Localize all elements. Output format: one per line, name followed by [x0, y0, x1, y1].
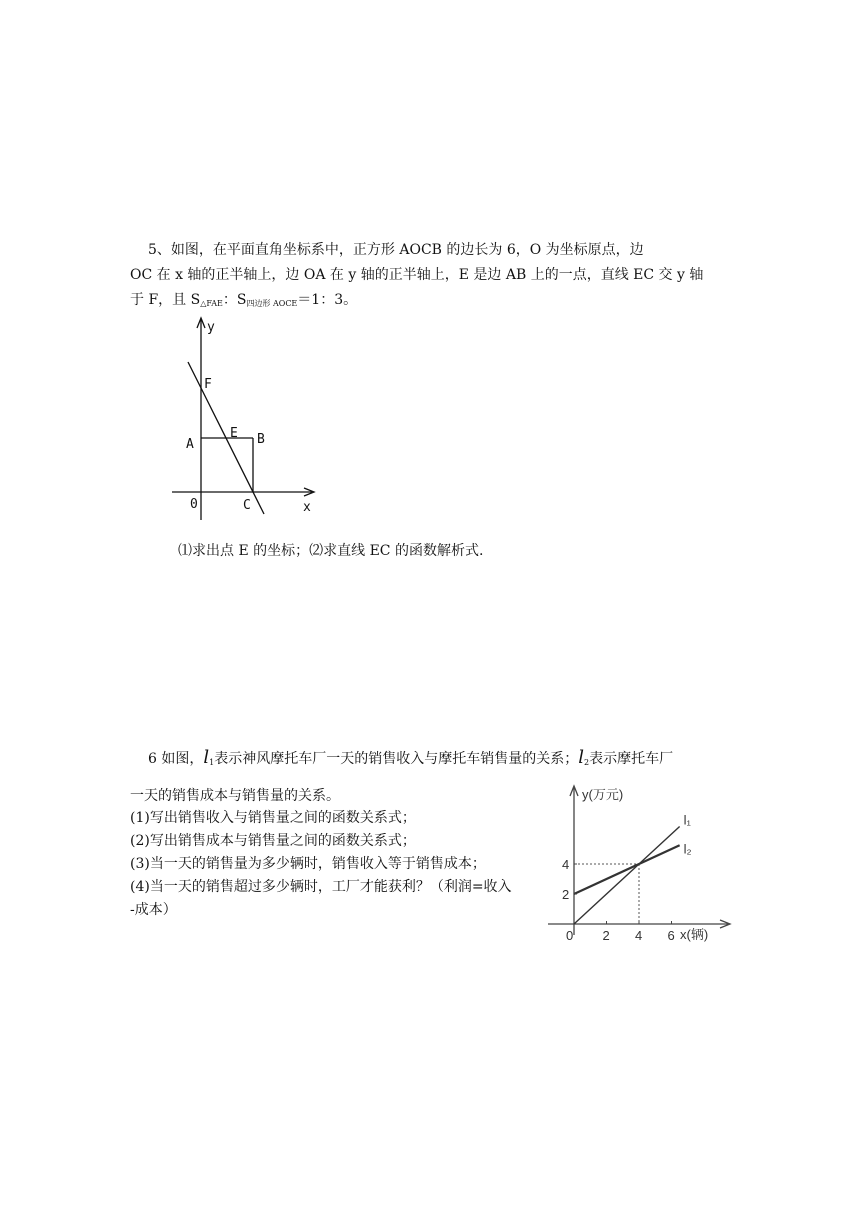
q5-label-origin: 0	[190, 497, 198, 512]
q5-line1: 5、如图，在平面直角坐标系中，正方形 AOCB 的边长为 6，O 为坐标原点，边	[148, 242, 644, 258]
q5-label-x: x	[303, 500, 311, 515]
q5-line3-post: ＝1：3。	[297, 292, 358, 308]
q6-line2: 一天的销售成本与销售量的关系。	[130, 788, 340, 804]
q6-line1	[148, 748, 673, 773]
q5-label-e: E	[230, 426, 238, 441]
q5-line3-pre: 于 F，且 S	[130, 292, 201, 308]
q5-questions: ⑴求出点 E 的坐标；⑵求直线 EC 的函数解析式.	[178, 543, 484, 559]
q6-line1-mid: 表示神风摩托车厂一天的销售收入与摩托车销售量的关系；	[214, 751, 579, 767]
q5-label-b: B	[257, 432, 265, 447]
q6-item2: (2)写出销售成本与销售量之间的函数关系式；	[130, 833, 416, 849]
q6-l2-sub: 2	[583, 758, 590, 767]
q6-x-tick-label: 2	[602, 928, 610, 943]
q6-x-tick-label: 6	[667, 928, 675, 943]
q6-item3: (3)当一天的销售量为多少辆时，销售收入等于销售成本；	[130, 856, 486, 872]
q5-area-fae: △FAE	[200, 299, 223, 308]
q6-y-arrow	[570, 786, 578, 796]
q5-x-arrow	[304, 488, 314, 496]
q6-series-label-1: l₁	[683, 812, 691, 828]
q6-series-line-2	[574, 845, 680, 894]
q6-l1-symbol: l	[203, 747, 210, 768]
q5-line-ec	[188, 362, 264, 514]
q6-series-line-1	[574, 827, 680, 925]
q5-area-aoce: 四边形 AOCE	[246, 299, 298, 308]
q6-l1-sub: 1	[209, 758, 215, 767]
q5-line3	[130, 290, 357, 314]
q6-x-tick-label: 4	[635, 928, 643, 943]
q6-line1-post: 表示摩托车厂	[589, 751, 674, 767]
q6-item4a: (4)当一天的销售超过多少辆时，工厂才能获利？（利润=收入	[130, 879, 512, 895]
q5-label-y: y	[207, 320, 215, 335]
q6-x-axis-label: x(辆)	[680, 927, 709, 942]
q6-line1-pre: 6 如图，	[148, 751, 204, 767]
q5-label-f: F	[204, 377, 212, 392]
q6-y-tick-label: 4	[562, 857, 570, 872]
q6-y-axis-label: y(万元)	[582, 787, 624, 802]
q6-item1: (1)写出销售收入与销售量之间的函数关系式；	[130, 810, 416, 826]
q5-y-arrow	[197, 318, 205, 328]
q6-y-tick-label: 2	[562, 887, 570, 902]
q6-series-label-2: l₂	[683, 841, 692, 857]
q5-label-a: A	[186, 437, 194, 452]
q6-x-tick-label: 0	[566, 928, 574, 943]
q6-l2-symbol: l	[578, 747, 584, 768]
q6-item4b: -成本）	[130, 902, 177, 918]
q5-label-c: C	[243, 498, 251, 513]
q5-line3-mid: ：S	[222, 292, 247, 308]
q6-x-arrow	[720, 920, 730, 928]
q5-line2: OC 在 x 轴的正半轴上，边 OA 在 y 轴的正半轴上，E 是边 AB 上的一点，直线 EC 交 y 轴	[130, 267, 704, 283]
